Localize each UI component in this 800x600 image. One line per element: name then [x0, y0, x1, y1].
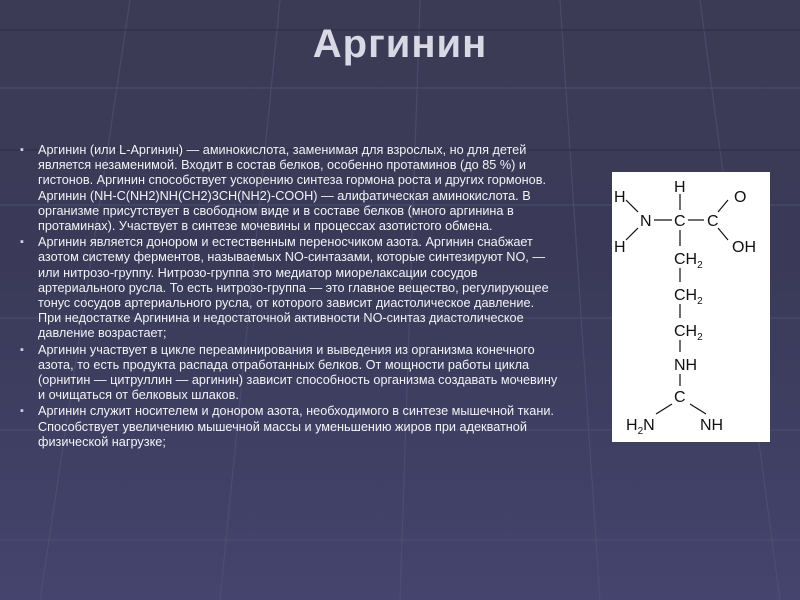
atom-c-alpha: C	[674, 213, 686, 230]
bullet-item	[20, 404, 560, 450]
bullet-list	[20, 143, 560, 451]
atom-h2n: $H_2N$	[626, 417, 655, 437]
atom-n-alpha: N	[640, 213, 652, 230]
arginine-structure-diagram	[612, 172, 770, 442]
atom-ch2-3: $CH_2$	[674, 323, 703, 343]
atom-h-top: H	[674, 179, 686, 196]
bullet-text: Аргинин (или L-Аргинин) — аминокислота, заменимая для взрослых, но для детей является незаменимой. Входит в состав белков, особенно протаминов (до 85 %) и гистонов. Аргинин способствует ускорению синтеза гормона роста и других гормонов. Аргинин (NH-C(NH2)NH(CH2)3CH(NH2)-COOH) — алифатическая аминокислота. В организме присутствует в свободном виде и в составе белков (много аргинина в протаминах). Участвует в синтезе мочевины и процессах азотистого обмена.	[38, 143, 546, 234]
bullet-text: Аргинин служит носителем и донором азота, необходимого в синтезе мышечной ткани. Способствует увеличению мышечной массы и уменьшению жиров при адекватной физической нагрузке;	[38, 404, 554, 449]
atom-h-top-left: H	[614, 189, 626, 206]
atom-oh: OH	[732, 239, 756, 256]
bullet-item	[20, 143, 560, 234]
atom-nh: NH	[674, 357, 698, 374]
bullet-marker-icon: ▪	[20, 343, 24, 356]
bullet-marker-icon: ▪	[20, 144, 24, 156]
bullet-text: Аргинин участвует в цикле переаминирования и выведения из организма конечного азота, то есть продукта распада отработанных белков. От мощности работы цикла (орнитин — цитруллин — аргинин) зависит способность организма создавать мочевину и очищаться от белковых шлаков.	[38, 342, 558, 403]
atom-h-bottom-left: H	[614, 239, 626, 256]
bullet-text: Аргинин является донором и естественным переносчиком азота. Аргинин снабжает азотом систему ферментов, называемых NO-синтазами, которые синтезируют NO, — или нитрозо-группу. Нитрозо-группа это медиатор миорелаксации сосудов артериального русла. То есть нитрозо-группа — это главное вещество, регулирующее тонус сосудов артериального русла, от которого зависит диастолическое давление. При недостатке Аргинина и недостаточной активности NO-синтаз диастолическое давление возрастает;	[38, 235, 549, 341]
atom-c-guanidino: C	[674, 389, 686, 406]
slide-title: Аргинин	[312, 22, 488, 66]
atom-nh-right: NH	[700, 417, 724, 434]
atom-o: O	[734, 189, 747, 206]
bullet-marker-icon: ▪	[20, 405, 24, 418]
bullet-item	[20, 235, 560, 341]
atom-c-carboxyl: C	[707, 213, 719, 230]
atom-ch2-2: $CH_2$	[674, 287, 703, 307]
bullet-marker-icon: ▪	[20, 236, 24, 249]
atom-ch2-1: $CH_2$	[674, 251, 703, 271]
bullet-item	[20, 343, 560, 404]
